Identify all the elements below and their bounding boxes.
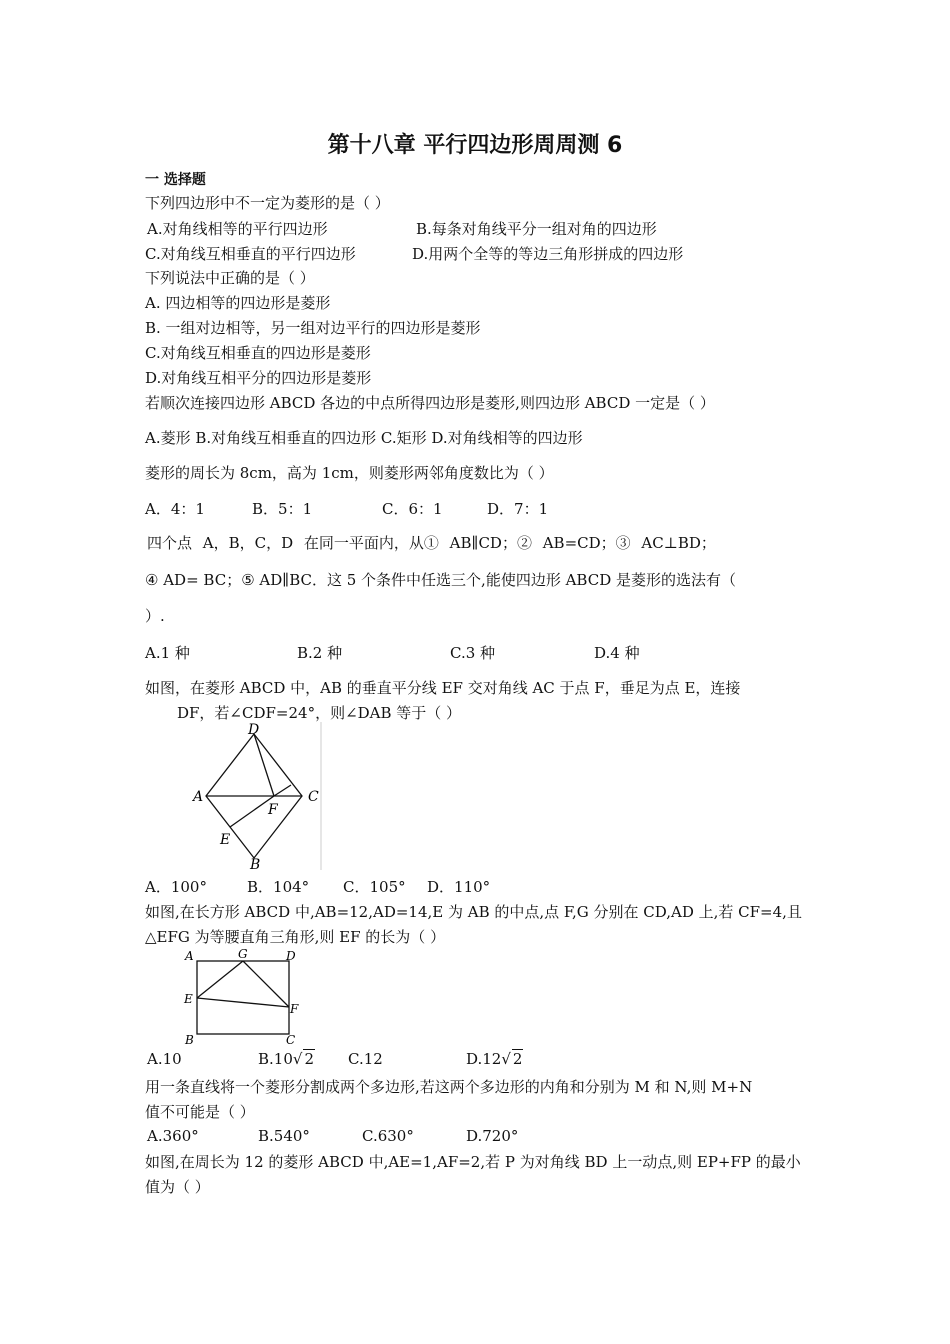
q6-line1: 如图，在菱形 ABCD 中，AB 的垂直平分线 EF 交对角线 AC 于点 F，垂足为点 E，连接 xyxy=(145,679,741,697)
label-a: A xyxy=(193,789,204,805)
q7-option-b: B.10√ 2 xyxy=(258,1050,314,1068)
label-f: F xyxy=(290,1002,299,1016)
label-e: E xyxy=(220,832,231,848)
q6-option-c: C．105° xyxy=(343,878,406,896)
q6-rhombus-figure xyxy=(188,722,324,872)
q7-option-a: A.10 xyxy=(147,1050,182,1068)
q4-option-b: B．5：1 xyxy=(252,500,313,518)
label-b: B xyxy=(250,857,261,872)
sqrt-symbol: √ 2 xyxy=(292,1050,314,1068)
segment-eg xyxy=(197,961,243,998)
q2-option-c: C.对角线互相垂直的四边形是菱形 xyxy=(145,344,371,362)
q5-option-b: B.2 种 xyxy=(297,644,343,662)
q7-option-c: C.12 xyxy=(348,1050,383,1068)
q5-option-a: A.1 种 xyxy=(145,644,190,662)
page-title: 第十八章 平行四边形周周测 6 xyxy=(327,133,623,158)
q1-option-b: B.每条对角线平分一组对角的四边形 xyxy=(416,220,657,238)
q5-option-d: D.4 种 xyxy=(594,644,640,662)
q6-option-d: D．110° xyxy=(427,878,491,896)
segment-df xyxy=(254,734,274,796)
rectangle-abcd xyxy=(197,961,289,1034)
q6-line2: DF，若∠CDF=24°，则∠DAB 等于（ ） xyxy=(177,704,462,722)
q8-option-c: C.630° xyxy=(362,1127,414,1145)
label-g: G xyxy=(238,947,248,961)
q4-option-c: C．6：1 xyxy=(382,500,443,518)
q6-option-a: A．100° xyxy=(145,878,207,896)
q4-option-a: A．4：1 xyxy=(145,500,205,518)
q6-option-b: B．104° xyxy=(247,878,310,896)
segment-gf xyxy=(243,961,289,1007)
q5-option-c: C.3 种 xyxy=(450,644,496,662)
q5-line2: ④ AD= BC；⑤ AD∥BC．这 5 个条件中任选三个,能使四边形 ABCD 是菱形的选法有（ xyxy=(145,571,736,589)
label-f: F xyxy=(268,802,278,818)
q5-line3: ）. xyxy=(145,607,165,625)
q8-option-a: A.360° xyxy=(147,1127,199,1145)
q1-option-d: D.用两个全等的等边三角形拼成的四边形 xyxy=(412,245,684,263)
label-d: D xyxy=(286,949,296,963)
q9-line2: 值为（ ） xyxy=(145,1178,210,1196)
q3-options: A.菱形 B.对角线互相垂直的四边形 C.矩形 D.对角线相等的四边形 xyxy=(145,429,583,447)
label-d: D xyxy=(248,722,260,738)
q1-option-c: C.对角线互相垂直的平行四边形 xyxy=(145,245,356,263)
q8-line2: 值不可能是（ ） xyxy=(145,1103,255,1121)
label-a: A xyxy=(185,949,194,963)
q1-option-a: A.对角线相等的平行四边形 xyxy=(147,220,328,238)
q2-stem: 下列说法中正确的是（ ） xyxy=(145,269,315,287)
q9-line1: 如图,在周长为 12 的菱形 ABCD 中,AE=1,AF=2,若 P 为对角线 BD 上一动点,则 EP+FP 的最小 xyxy=(145,1153,801,1171)
segment-ef xyxy=(197,998,289,1007)
q2-option-a: A. 四边相等的四边形是菱形 xyxy=(145,294,331,312)
label-c: C xyxy=(308,789,319,805)
q8-option-b: B.540° xyxy=(258,1127,310,1145)
label-b: B xyxy=(185,1033,194,1046)
q3-stem: 若顺次连接四边形 ABCD 各边的中点所得四边形是菱形,则四边形 ABCD 一定是（ ） xyxy=(145,394,715,412)
q2-option-b: B. 一组对边相等，另一组对边平行的四边形是菱形 xyxy=(145,319,481,337)
sqrt-symbol: √ 2 xyxy=(501,1050,523,1068)
section-heading: 一 选择题 xyxy=(145,172,206,188)
q7-line2: △EFG 为等腰直角三角形,则 EF 的长为（ ） xyxy=(145,928,446,946)
label-e: E xyxy=(184,992,193,1006)
q8-option-d: D.720° xyxy=(466,1127,519,1145)
q5-line1: 四个点 A，B，C，D 在同一平面内，从① AB∥CD；② AB=CD；③ AC⊥BD； xyxy=(147,534,716,552)
q1-stem: 下列四边形中不一定为菱形的是（ ） xyxy=(145,194,390,212)
segment-f-ext xyxy=(274,785,291,796)
q4-stem: 菱形的周长为 8cm，高为 1cm，则菱形两邻角度数比为（ ） xyxy=(145,464,554,482)
q2-option-d: D.对角线互相平分的四边形是菱形 xyxy=(145,369,372,387)
q7-rectangle-figure xyxy=(180,946,310,1046)
q7-option-d: D.12√ 2 xyxy=(466,1050,523,1068)
q4-option-d: D．7：1 xyxy=(487,500,549,518)
q8-line1: 用一条直线将一个菱形分割成两个多边形,若这两个多边形的内角和分别为 M 和 N,则 M+N xyxy=(145,1078,753,1096)
q7-line1: 如图,在长方形 ABCD 中,AB=12,AD=14,E 为 AB 的中点,点 F,G 分别在 CD,AD 上,若 CF=4,且 xyxy=(145,903,802,921)
label-c: C xyxy=(286,1033,296,1046)
